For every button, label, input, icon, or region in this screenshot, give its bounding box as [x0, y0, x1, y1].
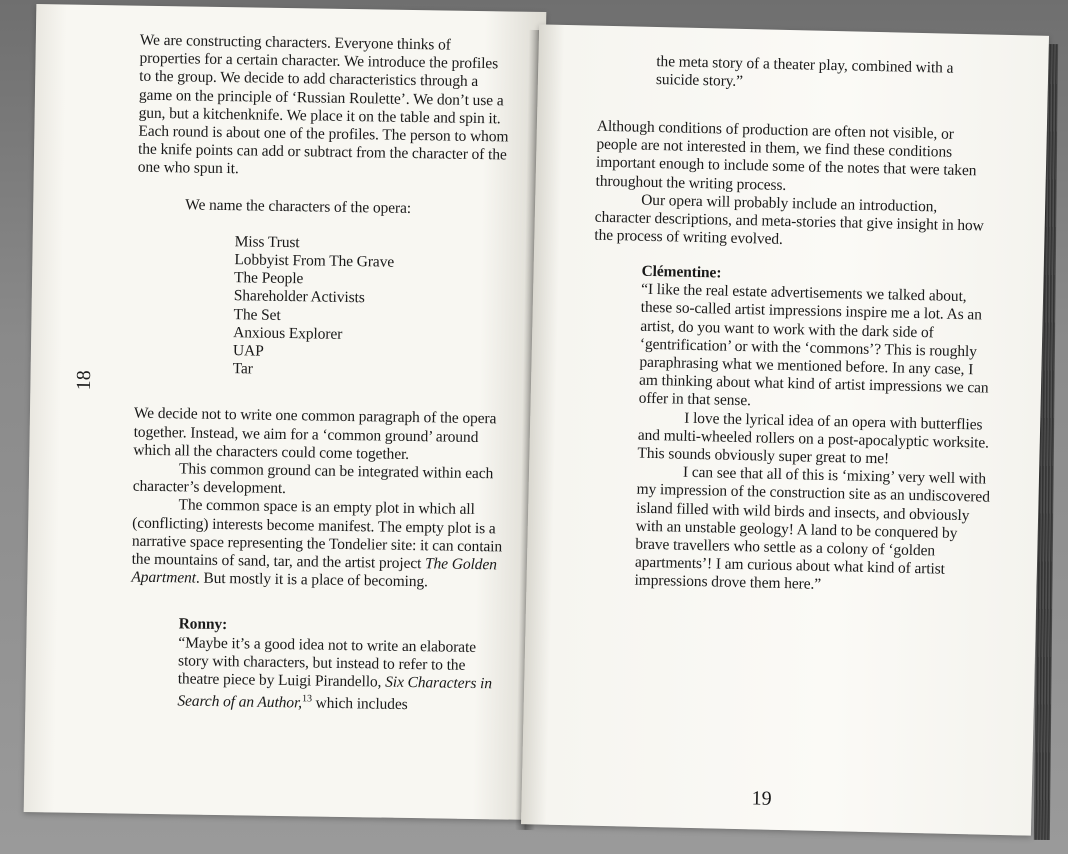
character-item: Lobbyist From The Grave [234, 251, 395, 271]
golden-apartment-title: The Golden Apartment [131, 555, 497, 587]
ronny-quote-a: “Maybe it’s a good idea not to write an elaborate story with characters, but instead to refer to the theatre piece by Luigi Pirandello, [177, 634, 477, 691]
ronny-quote-block [129, 615, 502, 716]
page-number-right: 19 [751, 787, 772, 810]
para4-text-b: . But mostly it is a place of becoming. [195, 569, 429, 591]
character-item: Tar [232, 360, 253, 378]
character-item: The Set [233, 305, 281, 324]
character-item: Miss Trust [234, 233, 300, 252]
right-paragraph-1: Although conditions of production are often not visible, or people are not interested in them, we find these conditions important enough to include some of the notes that were taken throughout the writing process. [595, 117, 977, 194]
ronny-quote-b: which includes [311, 694, 408, 714]
clementine-quote-1: “I like the real estate advertisements we talked about, these so-called artist impressions inspire me a lot. As an artist, do you want to work with the dark side of ‘gentrification’ or with the ‘commons’? This is roughly paraphrasing what we mentioned before. In any case, I am thinking about what kind of artist impressions we can offer in that sense. [638, 280, 989, 410]
character-item: UAP [232, 342, 264, 360]
character-list-intro: We name the characters of the opera: [185, 196, 412, 217]
left-paragraph-3: This common ground can be integrated within each character’s development. [132, 460, 494, 498]
right-text-block [594, 118, 997, 254]
speaker-clementine: Clémentine: [641, 262, 722, 282]
right-page [521, 24, 1049, 835]
right-paragraph-2: Our opera will probably include an introduction, character descriptions, and meta-stories that give insight in how the process of writing evolved. [594, 191, 984, 249]
para4-text-a: The common space is an empty plot in which all (conflicting) interests become manifest. The empty plot is a narrative space representing the Tondelier site: it can contain the mountains of sand, tar, and the artist project [131, 496, 503, 573]
left-text-block [129, 32, 512, 716]
clementine-quote-2: I love the lyrical idea of an opera with butterflies and multi-wheeled rollers on a post-apocalyptic worksite. This sounds obviously super great to me! [637, 409, 990, 468]
clementine-quote-3: I can see that all of this is ‘mixing’ very well with my impression of the construction site as an undiscovered island filled with wild birds and insects, and obviously with an unstable geology! A land to be conquered by brave travellers who settle as a colony of ‘golden apartments’! I am curious about what kind of artist impressions drove them here.” [634, 463, 991, 594]
character-list [135, 231, 509, 382]
pirandello-title: Six Characters in Search of an Author, [177, 673, 493, 712]
page-number-left: 18 [72, 370, 96, 391]
character-item: Anxious Explorer [233, 324, 343, 343]
speaker-ronny: Ronny: [178, 615, 228, 634]
footnote-13: 13 [301, 693, 312, 705]
character-item: The People [233, 269, 304, 288]
character-item: Shareholder Activists [233, 287, 365, 307]
left-paragraph-4 [131, 496, 504, 593]
ronny-quote [177, 634, 502, 716]
clementine-quote-block [634, 263, 997, 599]
left-paragraph-2: We decide not to write one common paragraph of the opera together. Instead, we aim for a ‘common ground’ around which all the characters could come together. [133, 405, 497, 463]
left-paragraph-1: We are constructing characters. Everyone thinks of properties for a certain character. We introduce the profiles to the group. We decide to add characteristics through a game on the principle of ‘Russian Roulette’. We don’t use a gun, but a kitchenknife. We place it on the table and spin it. Each round is about one of the profiles. The person to whom the knife points can add or subtract from the character of the one who spun it. [137, 31, 509, 178]
left-page [24, 4, 547, 820]
quote-continuation: the meta story of a theater play, combined with a suicide story.” [655, 52, 954, 91]
